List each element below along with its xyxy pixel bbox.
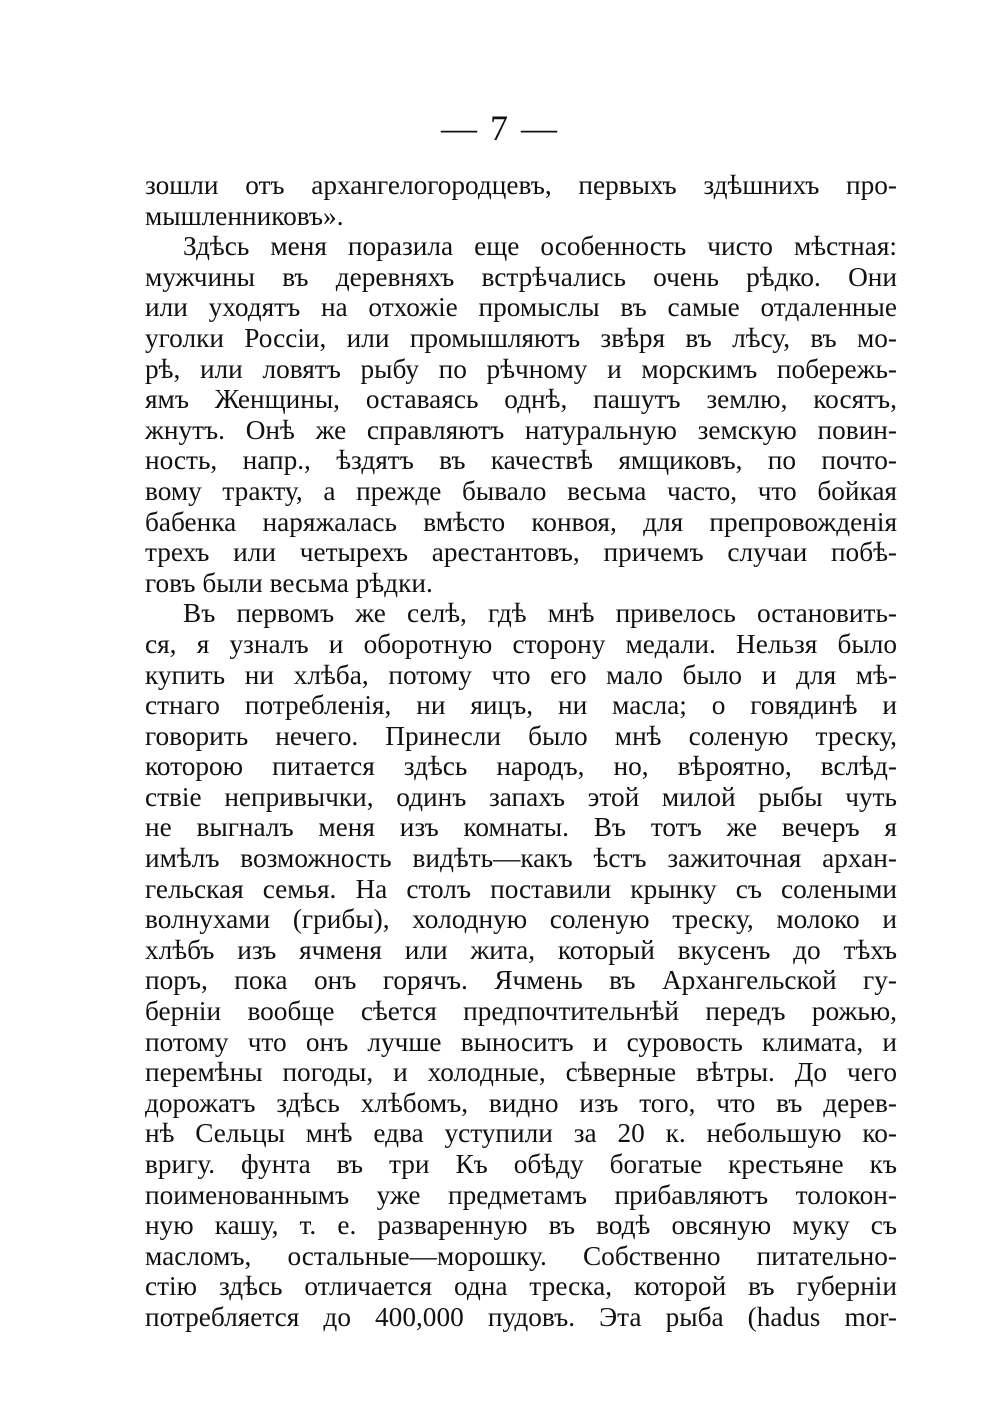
text-line: мужчины въ деревняхъ встрѣчались очень рѣдко. Они — [145, 261, 897, 292]
text-line: перемѣны погоды, и холодные, сѣверные вѣтры. До чего — [145, 1057, 897, 1088]
text-line: бабенка наряжалась вмѣсто конвоя, для препровожденія — [145, 506, 897, 537]
text-line: рѣ, или ловятъ рыбу по рѣчному и морскимъ побережь- — [145, 353, 897, 384]
text-line: Здѣсь меня поразила еще особенность чисто мѣстная: — [183, 231, 897, 262]
text-line: ность, напр., ѣздятъ въ качествѣ ямщиковъ, по почто- — [145, 445, 897, 476]
text-line: мышленниковъ». — [145, 200, 344, 231]
text-line: ствіе непривычки, одинъ запахъ этой милой рыбы чуть — [145, 781, 897, 812]
text-line: потому что онъ лучше выноситъ и суровость климата, и — [145, 1026, 897, 1057]
text-line: ямъ Женщины, оставаясь однѣ, пашутъ землю, косятъ, — [145, 384, 897, 415]
text-line: вому тракту, а прежде бывало весьма часто, что бойкая — [145, 475, 897, 506]
text-line: имѣлъ возможность видѣть—какъ ѣстъ зажиточная архан- — [145, 843, 897, 874]
body-text — [145, 170, 897, 1333]
text-line: которою питается здѣсь народъ, но, вѣроятно, вслѣд- — [145, 751, 897, 782]
text-line: жнутъ. Онѣ же справляютъ натуральную земскую повин- — [145, 414, 897, 445]
text-line: поръ, пока онъ горячъ. Ячмень въ Архангельской гу- — [145, 965, 897, 996]
text-line: или уходятъ на отхожіе промыслы въ самые отдаленные — [145, 292, 897, 323]
text-line: нѣ Сельцы мнѣ едва уступили за 20 к. небольшую ко- — [145, 1118, 897, 1149]
text-line: говорить нечего. Принесли было мнѣ соленую треску, — [145, 720, 897, 751]
text-line: хлѣбъ изъ ячменя или жита, который вкусенъ до тѣхъ — [145, 934, 897, 965]
text-line: Въ первомъ же селѣ, гдѣ мнѣ привелось остановить- — [183, 598, 897, 629]
text-line: стію здѣсь отличается одна треска, которой въ губерніи — [145, 1271, 897, 1302]
text-line: волнухами (грибы), холодную соленую треску, молоко и — [145, 904, 897, 935]
page-number: — 7 — — [441, 108, 559, 148]
text-line: потребляется до 400,000 пудовъ. Эта рыба (hadus mor- — [145, 1301, 897, 1332]
text-line: купить ни хлѣба, потому что его мало было и для мѣ- — [145, 659, 897, 690]
text-line: берніи вообще сѣется предпочтительнѣй передъ рожью, — [145, 996, 897, 1027]
text-line: трехъ или четырехъ арестантовъ, причемъ случаи побѣ- — [145, 537, 897, 568]
text-line: гельская семья. На столъ поставили крынку съ солеными — [145, 873, 897, 904]
text-line: стнаго потребленія, ни яицъ, ни масла; о говядинѣ и — [145, 690, 897, 721]
text-line: масломъ, остальные—морошку. Собственно питательно- — [145, 1240, 897, 1271]
text-line: ся, я узналъ и оборотную сторону медали. Нельзя было — [145, 628, 897, 659]
text-line: зошли отъ архангелогородцевъ, первыхъ здѣшнихъ про- — [145, 170, 897, 200]
text-line: вригу. фунта въ три Къ обѣду богатые крестьяне къ — [145, 1149, 897, 1179]
text-line: уголки Россіи, или промышляютъ звѣря въ лѣсу, въ мо- — [145, 322, 897, 353]
text-line: поименованнымъ уже предметамъ прибавляютъ толокон- — [145, 1179, 897, 1210]
text-line: ную кашу, т. е. разваренную въ водѣ овсяную муку съ — [145, 1210, 897, 1241]
text-line: говъ были весьма рѣдки. — [145, 567, 433, 598]
text-line: не выгналъ меня изъ комнаты. Въ тотъ же вечеръ я — [145, 812, 897, 843]
text-line: дорожатъ здѣсь хлѣбомъ, видно изъ того, что въ дерев- — [145, 1087, 897, 1118]
